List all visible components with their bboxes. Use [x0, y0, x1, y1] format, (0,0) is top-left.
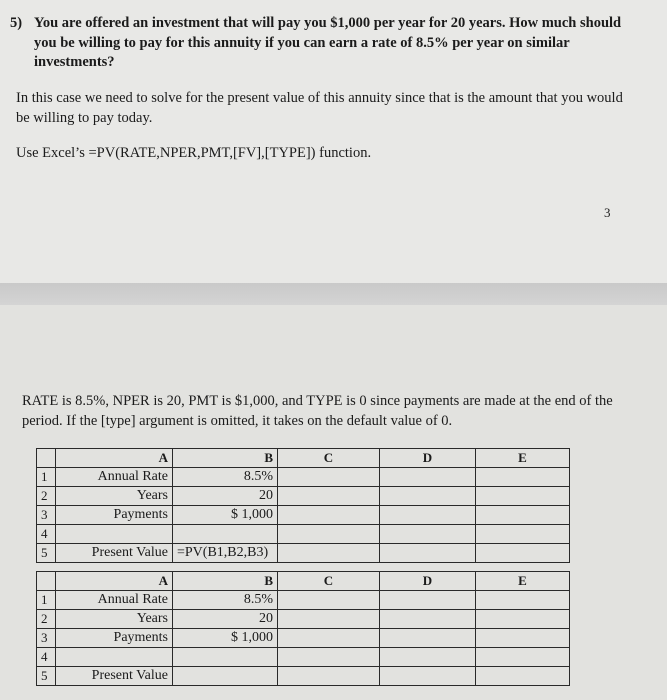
col-header-c: C	[278, 572, 380, 591]
corner-cell	[37, 449, 56, 468]
cell-d3	[380, 506, 476, 525]
table-row	[37, 667, 570, 686]
cell-d5	[380, 667, 476, 686]
cell-e1	[476, 468, 570, 487]
header-row	[37, 449, 570, 468]
col-header-b: B	[173, 449, 278, 468]
col-header-e: E	[476, 449, 570, 468]
row-number: 5	[37, 544, 56, 563]
cell-c3	[278, 506, 380, 525]
col-header-b: B	[173, 572, 278, 591]
table-row	[37, 591, 570, 610]
explanation-paragraph: In this case we need to solve for the present value of this annuity since that is the amount that you would be willing to pay today.	[16, 90, 623, 126]
table-row	[37, 648, 570, 667]
cell-e5	[476, 667, 570, 686]
cell-e4	[476, 525, 570, 544]
cell-e4	[476, 648, 570, 667]
row-number: 1	[37, 468, 56, 487]
cell-d2	[380, 487, 476, 506]
cell-d1	[380, 591, 476, 610]
cell-a1: Annual Rate	[56, 468, 173, 487]
row-number: 2	[37, 610, 56, 629]
question-text: You are offered an investment that will pay you $1,000 per year for 20 years. How much should you be willing to pay for this annuity if you can earn a rate of 8.5% per year on similar investments?	[34, 15, 622, 70]
cell-b5	[173, 667, 278, 686]
row-number: 4	[37, 648, 56, 667]
col-header-c: C	[278, 449, 380, 468]
table-row	[37, 487, 570, 506]
cell-b2: 20	[173, 487, 278, 506]
excel-hint: Use Excel’s =PV(RATE,NPER,PMT,[FV],[TYPE]) function.	[16, 145, 372, 161]
cell-e2	[476, 487, 570, 506]
page-number: 3	[604, 205, 611, 220]
row-number: 3	[37, 506, 56, 525]
cell-a4	[56, 648, 173, 667]
cell-d4	[380, 648, 476, 667]
cell-a3: Payments	[56, 629, 173, 648]
corner-cell	[37, 572, 56, 591]
cell-d2	[380, 610, 476, 629]
row-number: 4	[37, 525, 56, 544]
col-header-e: E	[476, 572, 570, 591]
cell-a5: Present Value	[56, 544, 173, 563]
cell-d5	[380, 544, 476, 563]
cell-c2	[278, 487, 380, 506]
cell-b3: $ 1,000	[173, 629, 278, 648]
cell-e2	[476, 610, 570, 629]
cell-b4	[173, 525, 278, 544]
cell-b2: 20	[173, 610, 278, 629]
table-row	[37, 544, 570, 563]
cell-c2	[278, 610, 380, 629]
cell-b3: $ 1,000	[173, 506, 278, 525]
table-row	[37, 525, 570, 544]
col-header-d: D	[380, 449, 476, 468]
cell-c4	[278, 648, 380, 667]
cell-e3	[476, 629, 570, 648]
cell-a3: Payments	[56, 506, 173, 525]
page-bottom	[0, 305, 667, 700]
question-number: 5)	[10, 15, 23, 31]
table-row	[37, 468, 570, 487]
table-row	[37, 506, 570, 525]
cell-a4	[56, 525, 173, 544]
question	[10, 14, 630, 73]
col-header-a: A	[56, 449, 173, 468]
cell-d3	[380, 629, 476, 648]
row-number: 1	[37, 591, 56, 610]
cell-e5	[476, 544, 570, 563]
cell-e1	[476, 591, 570, 610]
cell-d4	[380, 525, 476, 544]
cell-b1: 8.5%	[173, 468, 278, 487]
cell-a5: Present Value	[56, 667, 173, 686]
header-row	[37, 572, 570, 591]
page-top	[0, 0, 667, 283]
cell-e3	[476, 506, 570, 525]
cell-c5	[278, 667, 380, 686]
cell-c1	[278, 468, 380, 487]
cell-c5	[278, 544, 380, 563]
row-number: 2	[37, 487, 56, 506]
cell-c4	[278, 525, 380, 544]
col-header-d: D	[380, 572, 476, 591]
cell-a2: Years	[56, 487, 173, 506]
spreadsheet-table-2	[36, 571, 570, 686]
col-header-a: A	[56, 572, 173, 591]
row-number: 3	[37, 629, 56, 648]
page-gap	[0, 283, 667, 305]
cell-b5-formula: =PV(B1,B2,B3)	[173, 544, 278, 563]
table-row	[37, 629, 570, 648]
cell-a1: Annual Rate	[56, 591, 173, 610]
cell-b1: 8.5%	[173, 591, 278, 610]
table-row	[37, 610, 570, 629]
spreadsheet-table-1	[36, 448, 570, 563]
cell-a2: Years	[56, 610, 173, 629]
row-number: 5	[37, 667, 56, 686]
cell-d1	[380, 468, 476, 487]
cell-c1	[278, 591, 380, 610]
rate-paragraph: RATE is 8.5%, NPER is 20, PMT is $1,000, and TYPE is 0 since payments are made at the end of the period. If the [type] argument is omitted, it takes on the default value of 0.	[22, 393, 613, 429]
cell-c3	[278, 629, 380, 648]
cell-b4	[173, 648, 278, 667]
